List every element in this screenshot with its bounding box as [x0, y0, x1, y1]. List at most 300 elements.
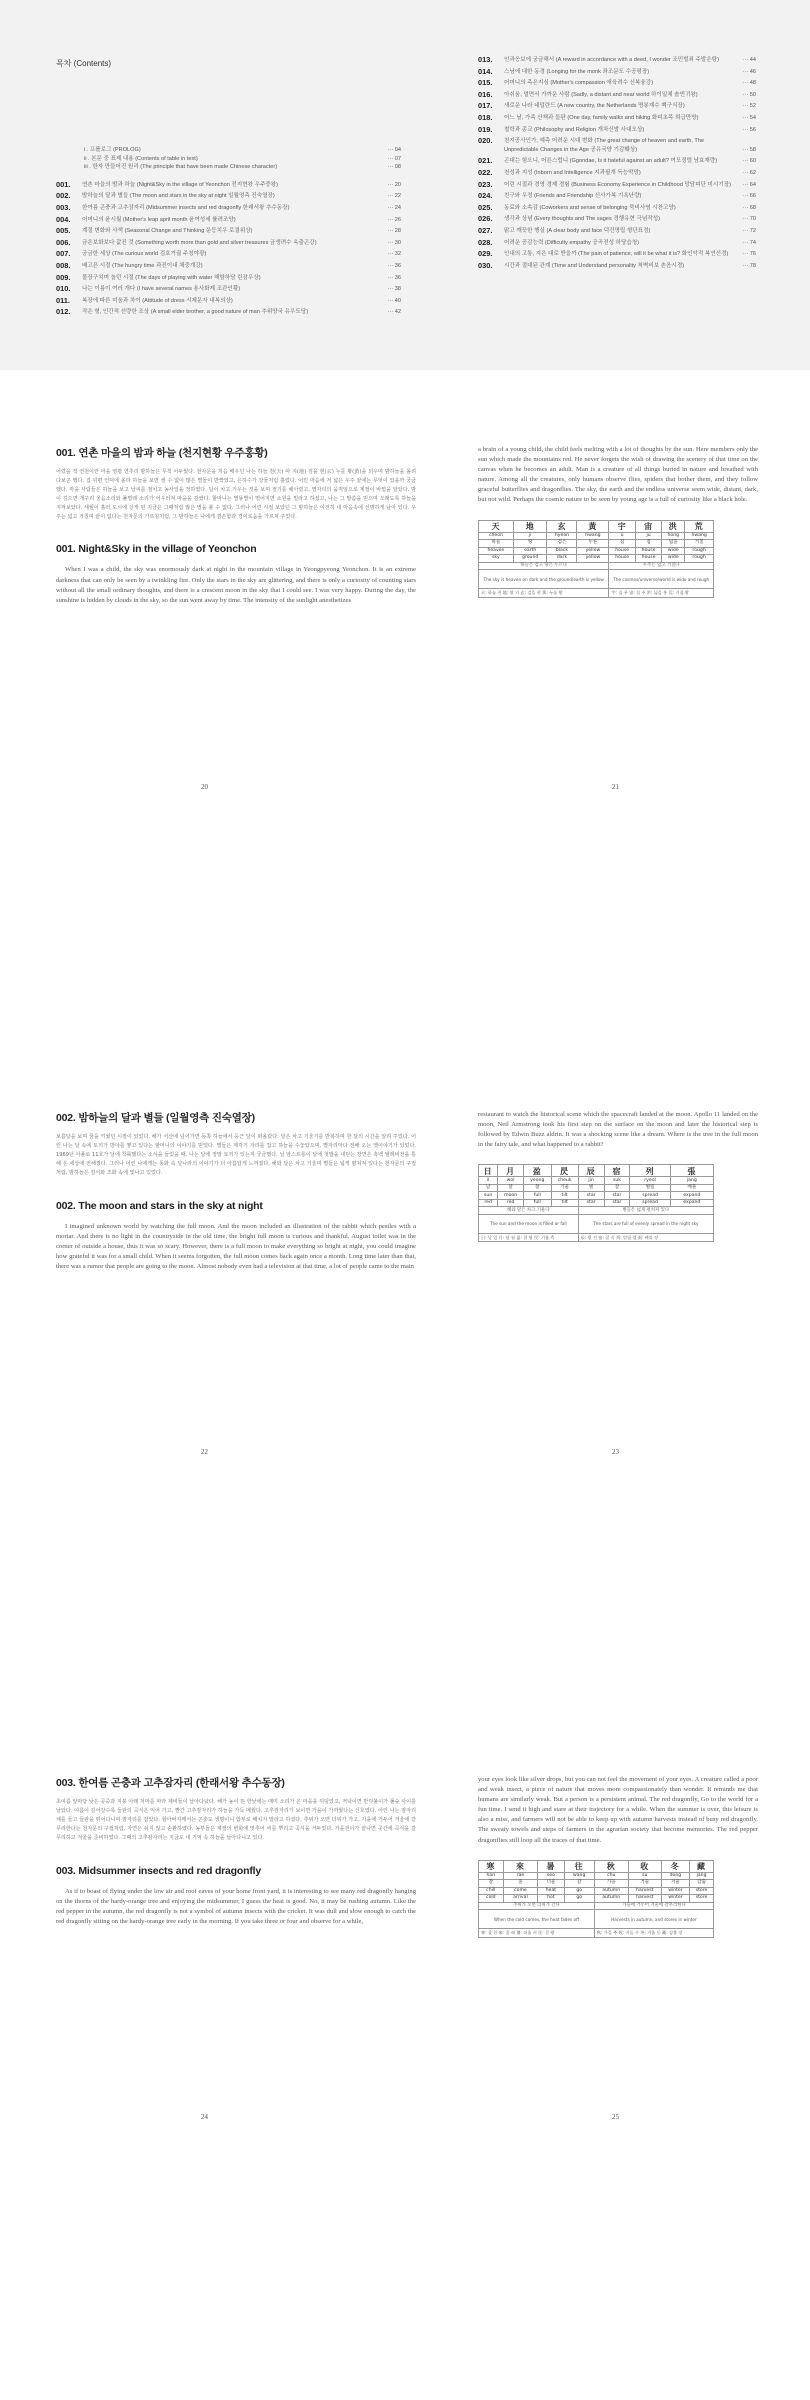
- hanja-character: 昃: [551, 1165, 578, 1177]
- toc-entry-number: 024.: [478, 191, 493, 201]
- hanja-cell: cheuk: [551, 1177, 578, 1185]
- hanja-phrase-cell: 별들은 넓게 펼쳐져 있다: [578, 1207, 713, 1215]
- hanja-phrase-cell: 天: 하늘 천 地: 땅 지 玄: 검을 현 黃: 누를 황: [479, 589, 609, 598]
- hanja-table-row: [479, 1214, 714, 1233]
- hanja-table-row: [479, 1184, 714, 1192]
- hanja-phrase-cell: 寒: 찰 한 來: 올 래 暑: 더울 서 往: 갈 왕: [479, 1929, 595, 1938]
- toc-entry[interactable]: [478, 227, 756, 236]
- toc-entry[interactable]: [478, 250, 756, 259]
- toc-entry-number: 021.: [478, 156, 493, 166]
- toc-entry-title: 복장에 따른 미움과 차이 (Attitude of dress 시제문자 내복의상): [82, 297, 233, 304]
- hanja-table-row: [479, 1860, 714, 1872]
- english-body-text: When I was a child, the sky was enormously dark at night in the mountain village in Yeongpyeong Yeonchon. It is an extreme darkness that can only be seen by a twinkling fire. Only the stars in the sky are glittering, and there is only a curiosity of counting stars without all the small ordinary thoughts, and there is a crescent moon in the sky that I could see. I was very happy. During the day, the sunshine is hidden by clouds in the sky, so the sun went away by time. The intensity of the sunlight anesthetizes: [56, 566, 416, 604]
- hanja-table-row: [479, 1910, 714, 1929]
- toc-entry-number: 027.: [478, 225, 493, 235]
- toc-entry-title: 동료와 소속감 (Coworkers and sense of belonging 묵비사염 시찬고양): [504, 204, 676, 211]
- hanja-phrase-cell: 하늘은 검고 땅은 누르다: [479, 562, 609, 570]
- hanja-cell: seo: [538, 1872, 564, 1880]
- hanja-table-row: [479, 532, 714, 540]
- hanja-cell: yellow: [577, 555, 609, 563]
- toc-entry[interactable]: [56, 192, 401, 201]
- hanja-character: 宙: [635, 520, 661, 532]
- hanja-table-row: [479, 1902, 714, 1910]
- toc-entry-page: ··· 38: [387, 286, 401, 293]
- hanja-phrase-cell: 日: 날 일 月: 달 월 盈: 찰 영 昃: 기울 측: [479, 1233, 579, 1242]
- toc-entry[interactable]: [56, 262, 401, 271]
- hanja-character: 天: [479, 520, 514, 532]
- hanja-table-row: [479, 1233, 714, 1242]
- toc-entry-page: ··· 26: [387, 216, 401, 223]
- hanja-phrase-cell: 辰: 별 진 宿: 잘 숙 列: 벌릴 렬 張: 베풀 장: [578, 1233, 713, 1242]
- hanja-cell: 올: [503, 1880, 538, 1888]
- korean-body-text: 초여름 앞마당 낮은 공중과 지붕 아래 처마를 따라 제비들이 날아다녔다. 해가 높이 뜬 한낮에는 매미 소리가 온 마을을 뒤덮었고, 저녁이면 반딧불이가 풀숲 사이를 날았다. 여름이 깊어갈수록 들판의 곡식은 익어 가고, 빨간 고추잠자리가 하늘을 가득 메웠다. 고추잠자리가 보이면 가을이 가까웠다는 신호였다. 어린 나는 잠자리채를 들고 들판을 뛰어다니며 잠자리를 잡았다. 할아버지께서는 곤충도 생명이니 함부로 해치지 말라고 하셨다. 추위가 오면 더위가 가고, 가을에 거두어 겨울에 갈무리한다는 천자문의 구절처럼, 자연은 쉬지 않고 순환하였다. 농부들은 계절의 변화에 맞추어 씨를 뿌리고 곡식을 거두었다. 가을걷이가 끝나면 곳간에 곡식을 갈무리하고 겨울을 준비하였다. 그때의 고추잠자리는 지금도 내 기억 속 하늘을 날아다니고 있다.: [56, 1799, 416, 1841]
- toc-entry-number: 018.: [478, 112, 493, 122]
- hanja-phrase-cell: 추위가 오면 더위가 간다: [479, 1902, 595, 1910]
- hanja-cell: full: [523, 1192, 551, 1200]
- toc-entry-title: 아쉬움, 멀면서 가까운 사람 (Sadly, a distant and near world 하이일체 솔빈귀왕): [504, 91, 698, 98]
- hanja-cell: 날: [479, 1184, 498, 1192]
- toc-right-column: [478, 56, 756, 273]
- hanja-cell: tilt: [551, 1192, 578, 1200]
- english-body-text-continued: your eyes look like silver drops, but you can not feel the movement of your eyes. A creature called a poor and weak insect, a piece of nature that moves more compassionately than wonder. It reminds me that humans are similarly weak. But a person is a persistent animal. The red dragonfly, Go to the world for a fun time. I send it high and stare at their trajectory for a while. When the summer is over, this leisure is also a miss, and farmers will not be able to keep up with autumn harvests instead of busy red dragonfly. The sweaty towels and steps of farmers in the agrarian society that become memories. The red pepper dragonflies still loop all the traces of that time.: [478, 1776, 758, 1844]
- hanja-cell: winter: [661, 1887, 689, 1895]
- hanja-phrase-cell: 가을에 거두어 겨울에 갈무리한다: [594, 1902, 713, 1910]
- hanja-cell: ground: [513, 555, 547, 563]
- toc-entry[interactable]: [478, 126, 756, 135]
- hanja-cell: jin: [578, 1177, 604, 1185]
- toc-entry-page: ··· 24: [387, 204, 401, 211]
- toc-entry-title: 인과응보에 궁금해서 (A reward in accordance with a deed, I wonder 조민벌죄 주발은탕): [504, 57, 719, 63]
- hanja-cell: su: [628, 1872, 661, 1880]
- toc-entry[interactable]: [478, 215, 756, 224]
- toc-entry-title: 나는 이름이 여러 개다 (I have several names 용사화제 조관인황): [82, 286, 241, 293]
- toc-entry-number: 026.: [478, 214, 493, 224]
- hanja-cell: dong: [661, 1872, 689, 1880]
- hanja-cell: arrival: [503, 1895, 538, 1903]
- hanja-cell: store: [690, 1895, 714, 1903]
- toc-entry-number: 019.: [478, 124, 493, 134]
- hanja-table-row: [479, 547, 714, 555]
- toc-entry[interactable]: [478, 91, 756, 100]
- toc-entry[interactable]: [56, 239, 401, 248]
- hanja-cell: 달: [498, 1184, 524, 1192]
- page-spread: [0, 445, 810, 1005]
- toc-entry[interactable]: [478, 239, 756, 248]
- toc-entry[interactable]: [478, 181, 756, 190]
- page-number-right: 25: [612, 2113, 619, 2121]
- hanja-table: [478, 1164, 714, 1242]
- toc-entry[interactable]: [478, 68, 756, 77]
- hanja-cell: rae: [503, 1872, 538, 1880]
- right-page: [478, 1775, 758, 1938]
- hanja-cell: u: [609, 532, 635, 540]
- hanja-cell: heaven: [479, 547, 514, 555]
- hanja-cell: 기울: [551, 1184, 578, 1192]
- toc-entry-title: 시간과 절대된 관계 (Time and Understand personality 척벽비보 촌음시경): [504, 262, 685, 269]
- hanja-cell: han: [479, 1872, 504, 1880]
- toc-entry[interactable]: [478, 137, 756, 154]
- hanja-cell: expand: [670, 1199, 713, 1207]
- hanja-character: 宇: [609, 520, 635, 532]
- hanja-cell: black: [547, 547, 577, 555]
- hanja-cell: go: [564, 1895, 594, 1903]
- toc-entry-title: 친구와 우정 (Friends and Friendship 신사가복 기욕난량): [504, 193, 642, 200]
- toc-entry-title: 어머니의 측은지심 (Mother's compassion 애육려수 신복융강): [504, 80, 654, 87]
- hanja-cell: jang: [670, 1177, 713, 1185]
- hanja-cell: 하늘: [479, 540, 514, 548]
- toc-entry-page: ··· 70: [742, 216, 756, 223]
- hanja-cell: ji: [513, 532, 547, 540]
- hanja-table: [478, 1860, 714, 1938]
- hanja-cell: 갈: [564, 1880, 594, 1888]
- toc-entry-page: ··· 68: [742, 204, 756, 211]
- hanja-cell: sun: [479, 1192, 498, 1200]
- toc-entry-page: ··· 54: [742, 114, 756, 121]
- hanja-character: 辰: [578, 1165, 604, 1177]
- hanja-cell: winter: [661, 1895, 689, 1903]
- toc-entry-title: 곤대는 험오니, 어른스럽니 (Ggondae, Is it hateful against an adult? 여모정렬 남효재량): [504, 158, 718, 165]
- toc-entry-page: ··· 46: [742, 68, 756, 75]
- left-page: [56, 1110, 416, 1272]
- hanja-table-row: [479, 1880, 714, 1888]
- toc-entry[interactable]: [56, 227, 401, 236]
- english-section-title: 003. Midsummer insects and red dragonfly: [56, 1864, 261, 1877]
- page-spread: [0, 1775, 810, 2335]
- hanja-cell: autumn: [594, 1887, 628, 1895]
- toc-entry[interactable]: [478, 204, 756, 213]
- right-page: [478, 1110, 758, 1242]
- hanja-cell: yellow: [577, 547, 609, 555]
- toc-front-matter: [84, 146, 401, 172]
- hanja-cell: 누른: [577, 540, 609, 548]
- toc-entry-page: ··· 56: [742, 126, 756, 133]
- toc-front-item[interactable]: iii . 한자 만들어진 원리 (The principle that have been made Chinese character) ··· 08: [84, 164, 401, 171]
- toc-entry-number: 016.: [478, 89, 493, 99]
- hanja-cell: spread: [630, 1192, 670, 1200]
- toc-entry[interactable]: [56, 216, 401, 225]
- hanja-table-row: [479, 1872, 714, 1880]
- toc-entry[interactable]: [478, 262, 756, 271]
- hanja-cell: star: [604, 1192, 630, 1200]
- toc-entry[interactable]: [56, 250, 401, 259]
- toc-front-item[interactable]: ii . 본문 중 표제 내용 (Contents of table in text) ··· 07: [84, 155, 401, 162]
- hanja-phrase-cell: 해와 달은 차고 기운다: [479, 1207, 579, 1215]
- toc-entry[interactable]: [56, 285, 401, 294]
- hanja-cell: 더울: [538, 1880, 564, 1888]
- toc-entry-number: 004.: [56, 214, 71, 224]
- page-number-right: 21: [612, 783, 619, 791]
- hanja-cell: wide: [662, 547, 685, 555]
- hanja-table-row: [479, 540, 714, 548]
- hanja-cell: rough: [685, 555, 714, 563]
- hanja-cell: cold: [479, 1895, 504, 1903]
- hanja-table-row: [479, 1207, 714, 1215]
- hanja-cell: 찰: [523, 1184, 551, 1192]
- toc-entry-title: 배고픈 시절 (The hungry time 과진이내 채중개강): [82, 262, 203, 269]
- hanja-cell: harvest: [628, 1887, 661, 1895]
- hanja-cell: hwang: [685, 532, 714, 540]
- toc-entry-page: ··· 36: [387, 262, 401, 269]
- hanja-phrase-cell: The cosmos/universe/world is wide and rough: [609, 570, 714, 589]
- toc-entry-title: 인내의 고통, 지은 대로 받을까 (The pain of patience, will it be what it is? 화인악적 복연선경): [504, 251, 729, 258]
- hanja-cell: house: [635, 547, 661, 555]
- toc-entry-number: 013.: [478, 55, 493, 64]
- hanja-cell: wol: [498, 1177, 524, 1185]
- toc-entry-title: 어느 날, 가족 산책과 들판 (One day, family walks and hiking 화피초목 뢰급만방): [504, 114, 699, 121]
- toc-entry-page: ··· 58: [742, 146, 756, 153]
- hanja-cell: come: [503, 1887, 538, 1895]
- english-body-text: As if to boast of flying under the low air and roof eaves of your home front yard, it is interesting to see many red dragonfly hanging on the thorns of the hardy-orange tree and enjoying the midsummer, I guess the heat is good. No, it may be rushing autumn. Like the red pepper in the autumn, the red dragonfly is not a symbol of autumn insects with the cricket. It was dull and slow enough to catch the red dragonfly sitting on the hardy-orange tree early in the morning. If you take three or four and observe for a while,: [56, 1887, 416, 1925]
- hanja-cell: yeong: [523, 1177, 551, 1185]
- hanja-cell: heat: [538, 1887, 564, 1895]
- toc-entry-title: 계절 변화와 사색 (Seasonal Change and Thinking 운등치우 로결위상): [82, 228, 253, 235]
- toc-entry[interactable]: [478, 157, 756, 166]
- toc-entry-number: 006.: [56, 237, 71, 247]
- toc-entry-number: 012.: [56, 307, 71, 317]
- hanja-phrase-cell: The sun and the moon is filled or fall: [479, 1214, 579, 1233]
- hanja-cell: 별: [578, 1184, 604, 1192]
- hanja-character: 黃: [577, 520, 609, 532]
- page-spread: [0, 1110, 810, 1670]
- hanja-cell: hyeon: [547, 532, 577, 540]
- hanja-character: 來: [503, 1860, 538, 1872]
- hanja-cell: chu: [594, 1872, 628, 1880]
- toc-entry-number: 029.: [478, 249, 493, 259]
- toc-entry[interactable]: [56, 181, 401, 190]
- hanja-cell: 겨울: [661, 1880, 689, 1888]
- hanja-table-row: [479, 555, 714, 563]
- korean-body-text: 어렸을 적 연천이란 마을 영평 연추리 밤하늘은 무척 어두웠다. 천자문을 처음 배우던 나는 하늘 천(天) 따 지(地) 검을 현(玄) 누를 황(黃)을 외우며 밤하늘을 올려다보곤 했다. 집 뒤편 언덕에 올라 하늘을 보면 셀 수 없이 많은 별들이 반짝였고, 은하수가 강물처럼 흘렀다. 어린 마음에 저 넓은 우주 끝에는 무엇이 있을까 궁금했다. 마을 사람들은 하늘을 보고 날씨를 점치고 농사일을 정하였다. 달이 차고 기우는 것을 보며 절기를 헤아렸고, 별자리의 움직임으로 계절이 바뀜을 알았다. 밤이 깊으면 개구리 울음소리와 풀벌레 소리가 어우러져 마을을 감쌌다. 할머니는 별똥별이 떨어지면 소원을 빌라고 하셨고, 나는 그 말씀을 믿으며 오래도록 하늘을 지켜보았다. 세월이 흘러 도시에 살게 된 지금은 그때처럼 많은 별을 볼 수 없다. 그러나 어린 시절 보았던 그 밤하늘은 여전히 내 마음속에 선명하게 남아 있다. 우주는 넓고 거칠며 끝이 없다는 천자문의 가르침처럼, 그 밤하늘은 나에게 겸손함과 경이로움을 가르쳐 주었다.: [56, 469, 416, 520]
- english-body-text: I imagined unknown world by watching the full moon. And the moon included an illustration of the rabbit which pestles with a mortar. And there is no light in the countryside in the old time, the bright full moon is curious and thankful. August toilet was in the corner of outside a house, thus it was so scary. However, there is a full moon to make everything so bright at night, you could imagine how grateful it was for a small child. When it seems forgotten, the full moon comes back again once a month. Long time later than that, there was a rumor that people are going to the moon. Almost nobody even had a television at that time, a lot of people came to the main: [56, 1222, 416, 1270]
- toc-entry-number: 022.: [478, 167, 493, 177]
- toc-entry-number: 009.: [56, 272, 71, 282]
- toc-entry-page: ··· 20: [387, 181, 401, 188]
- page-number-left: 20: [201, 783, 208, 791]
- hanja-table-row: [479, 1887, 714, 1895]
- hanja-cell: hot: [538, 1895, 564, 1903]
- toc-entry-page: ··· 62: [742, 169, 756, 176]
- toc-entry-number: 011.: [56, 295, 70, 305]
- toc-entry-title: 물장구치며 놀던 시절 (The days of playing with water 해함하담 린잠우상): [82, 274, 261, 281]
- hanja-cell: house: [609, 547, 635, 555]
- hanja-phrase-cell: 秋: 가을 추 收: 거둘 수 冬: 겨울 동 藏: 감출 장: [594, 1929, 713, 1938]
- hanja-cell: 찰: [479, 1880, 504, 1888]
- toc-entry[interactable]: [56, 308, 401, 317]
- hanja-cell: 베풀: [670, 1184, 713, 1192]
- toc-entry-page: ··· 64: [742, 181, 756, 188]
- hanja-cell: 거칠: [685, 540, 714, 548]
- toc-entry-title: 어머니의 윤시월 (Mother's leap april month 윤여성세 률려조양): [82, 216, 236, 223]
- toc-entry-number: 001.: [56, 179, 71, 189]
- hanja-cell: chill: [479, 1887, 504, 1895]
- hanja-table-row: [479, 520, 714, 532]
- toc-right-list: [478, 56, 756, 270]
- toc-entry[interactable]: [478, 192, 756, 201]
- toc-entry-number: 002.: [56, 191, 71, 201]
- toc-entry[interactable]: [56, 297, 401, 306]
- hanja-cell: red: [479, 1199, 498, 1207]
- toc-entry-number: 025.: [478, 202, 493, 212]
- hanja-cell: red: [498, 1199, 524, 1207]
- right-page: [478, 445, 758, 598]
- page-number-left: 22: [201, 1448, 208, 1456]
- toc-entry-page: ··· 22: [387, 193, 401, 200]
- hanja-table-row: [479, 1192, 714, 1200]
- hanja-cell: 넓을: [662, 540, 685, 548]
- hanja-character: 玄: [547, 520, 577, 532]
- toc-entry-number: 003.: [56, 202, 71, 212]
- korean-section-title: 002. 밤하늘의 달과 별들 (일월영측 진숙열장): [56, 1112, 255, 1124]
- hanja-character: 秋: [594, 1860, 628, 1872]
- hanja-character: 盈: [523, 1165, 551, 1177]
- toc-entry-title: 어린 시절과 경영 경제 경험 (Business Economy Experience in Childhood 망담피단 미시기장): [504, 181, 732, 188]
- hanja-cell: full: [523, 1199, 551, 1207]
- hanja-character: 往: [564, 1860, 594, 1872]
- hanja-cell: suk: [604, 1177, 630, 1185]
- hanja-cell: 집: [609, 540, 635, 548]
- hanja-cell: earth: [513, 547, 547, 555]
- hanja-cell: cheon: [479, 532, 514, 540]
- hanja-character: 暑: [538, 1860, 564, 1872]
- hanja-table-row: [479, 1199, 714, 1207]
- toc-entry-title: 생각과 상념 (Every thoughts and The sages 경행유현 극념작성): [504, 216, 660, 223]
- hanja-cell: 잘: [604, 1184, 630, 1192]
- hanja-phrase-cell: The stars are full of evenly spread in the night sky: [578, 1214, 713, 1233]
- hanja-phrase-cell: Harvests in autumn, and stores in winter: [594, 1910, 713, 1929]
- toc-entry[interactable]: [478, 169, 756, 178]
- toc-entry-page: ··· 30: [387, 239, 401, 246]
- hanja-cell: house: [609, 555, 635, 563]
- toc-entry-number: 030.: [478, 260, 493, 270]
- korean-body-text: 보름달을 보며 꿈을 키웠던 시절이 있었다. 해가 서산에 넘어가면 동쪽 하늘에서 둥근 달이 떠올랐다. 달은 차고 기울기를 반복하며 한 달의 시간을 알려 주었다. 어린 나는 달 속에 토끼가 방아를 찧고 있다는 할머니의 이야기를 믿었다. 별들은 제각기 자리를 잡고 하늘을 수놓았으며, 별자리마다 전해 오는 옛이야기가 있었다. 1969년 아폴로 11호가 달에 착륙했다는 소식을 들었을 때, 나는 달에 정말 토끼가 있는지 궁금했다. 닐 암스트롱이 달에 첫발을 내딛는 장면은 흑백 텔레비전을 통해 온 세상에 전해졌다. 그러나 어린 나에게는 동화 속 달나라의 이야기가 더 아름답게 느껴졌다. 해와 달은 차고 기울며 별들은 넓게 펼쳐져 있다는 천자문의 구절처럼, 밤하늘은 질서와 조화 속에 빛나고 있었다.: [56, 1134, 416, 1176]
- toc-entry-page: ··· 60: [742, 158, 756, 165]
- toc-entry-page: ··· 44: [742, 57, 756, 63]
- hanja-phrase-cell: When the cold comes, the heat fades off: [479, 1910, 595, 1929]
- english-body-text-continued: a brain of a young child, the child feels melting with a lot of thoughts by the sun. Here members only the sun which made the mountains red. He never forgets the wish of drawing the scenery of that time on the canvas when he becomes an adult. Man is a creature of all things buried in nature and breathed with nature. Among all the creatures, only humans observe flies, spiders that bother them, and they follow graceful butterflies and dragonflies. The sky, the earth and the endless universe seem wide, distant, dark, but not wild. Perhaps the cosmic nature to be seen by young age is a full of curiosity like a black hole.: [478, 446, 758, 504]
- toc-entry-title: 밤하늘의 달과 별들 (The moon and stars in the sky at night 일월영측 진숙열장): [82, 193, 275, 200]
- hanja-cell: star: [604, 1199, 630, 1207]
- toc-front-item[interactable]: i . 프롤로그 (PROLOG) ··· 04: [84, 147, 401, 153]
- hanja-character: 藏: [690, 1860, 714, 1872]
- toc-entry-page: ··· 52: [742, 103, 756, 110]
- toc-entry-title: 금은보화보다 값진 것 (Something worth more than gold and silver treasures 금생려수 옥출곤강): [82, 239, 317, 246]
- hanja-table-row: [479, 562, 714, 570]
- hanja-cell: dark: [547, 555, 577, 563]
- hanja-cell: store: [690, 1887, 714, 1895]
- toc-entry-number: 023.: [478, 179, 493, 189]
- toc-entry-number: 005.: [56, 226, 71, 236]
- toc-entry-page: ··· 76: [742, 251, 756, 258]
- hanja-character: 寒: [479, 1860, 504, 1872]
- hanja-cell: hong: [662, 532, 685, 540]
- toc-entry[interactable]: [478, 56, 756, 65]
- toc-entry[interactable]: [478, 114, 756, 123]
- hanja-character: 冬: [661, 1860, 689, 1872]
- hanja-cell: 가을: [594, 1880, 628, 1888]
- toc-entry-title: 천지공사인가, 예측 어려운 시대 변화 (The great change of heaven and earth, The Unpredictable Changes in the Age 공유국양 기감훼상): [504, 138, 705, 153]
- hanja-cell: hwang: [577, 532, 609, 540]
- toc-entry-number: 010.: [56, 284, 71, 294]
- hanja-cell: sky: [479, 555, 514, 563]
- korean-section-title: 001. 연촌 마을의 밤과 하늘 (천지현황 우주홍황): [56, 447, 268, 459]
- toc-entry-title: 스님에 대한 동경 (Longing for the monk 좌조문도 수공평장): [504, 68, 650, 75]
- hanja-cell: wide: [662, 555, 685, 563]
- toc-entry-page: ··· 72: [742, 227, 756, 234]
- toc-entry-number: 017.: [478, 101, 493, 111]
- hanja-cell: 검은: [547, 540, 577, 548]
- toc-entry-title: 어려운 공감능력 (Difficulty empathy 공곡전성 허당습청): [504, 239, 640, 246]
- hanja-cell: 집: [635, 540, 661, 548]
- hanja-cell: house: [635, 555, 661, 563]
- hanja-cell: moon: [498, 1192, 524, 1200]
- toc-entry-title: 작은 형, 인간적 선량한 조상 (A small elder brother, a good nature of man 추위양국 유우도당): [82, 309, 309, 316]
- hanja-character: 列: [630, 1165, 670, 1177]
- hanja-cell: rough: [685, 547, 714, 555]
- english-section-title: 002. The moon and stars in the sky at night: [56, 1199, 263, 1212]
- english-body-text-continued: restaurant to watch the historical scene which the spacecraft landed at the moon. Apollo 11 landed on the moon, Neil Armstrong took his first step on the surface on the moon and later the historical step is followed by Edwin Buzz aldrin. It was a shocking scene like a dream. Where is the tree in the full moon in the fairy tale, and what happened to a rabbit?: [478, 1111, 758, 1149]
- hanja-cell: star: [578, 1192, 604, 1200]
- hanja-table-row: [479, 570, 714, 589]
- hanja-character: 地: [513, 520, 547, 532]
- hanja-table-row: [479, 1929, 714, 1938]
- left-page: [56, 445, 416, 606]
- toc-left-column: [56, 146, 401, 320]
- hanja-cell: go: [564, 1887, 594, 1895]
- toc-entry-page: ··· 50: [742, 91, 756, 98]
- toc-entry[interactable]: [478, 79, 756, 88]
- toc-entry-title: 새로운 나라 네덜란드 (A new country, the Netherlands 명봉재수 백구식장): [504, 103, 685, 110]
- toc-entry-number: 020.: [478, 136, 493, 146]
- hanja-phrase-cell: 宇: 집 우 宙: 집 주 洪: 넓을 홍 荒: 거칠 황: [609, 589, 714, 598]
- hanja-phrase-cell: 우주는 넓고 거칠다: [609, 562, 714, 570]
- toc-entry[interactable]: [56, 204, 401, 213]
- hanja-table-row: [479, 1177, 714, 1185]
- toc-entry-page: ··· 28: [387, 228, 401, 235]
- toc-entry-title: 천성과 지성 (Inborn and Intelligence 지과필개 득능막망): [504, 169, 641, 176]
- toc-entry-page: ··· 48: [742, 80, 756, 87]
- hanja-table: [478, 520, 714, 598]
- toc-entry-title: 연촌 마을의 밤과 하늘 (Night&Sky in the village of Yeonchon 전지현왕 우주중왕): [82, 181, 279, 188]
- left-page: [56, 1775, 416, 1927]
- hanja-cell: star: [578, 1199, 604, 1207]
- toc-entry-title: 철학과 종교 (Philosophy and Religion 개차신발 사대오상): [504, 126, 645, 133]
- hanja-cell: il: [479, 1177, 498, 1185]
- toc-entry[interactable]: [478, 102, 756, 111]
- toc-entry-title: 맑고 깨끗한 행실 (A clear body and face 덕건명립 형단표정): [504, 227, 651, 234]
- toc-entry-number: 028.: [478, 237, 493, 247]
- hanja-cell: ju: [635, 532, 661, 540]
- page-number-right: 23: [612, 1448, 619, 1456]
- toc-entry-page: ··· 36: [387, 274, 401, 281]
- toc-heading: 목차 (Contents): [56, 59, 112, 68]
- hanja-cell: wang: [564, 1872, 594, 1880]
- toc-entry-page: ··· 74: [742, 239, 756, 246]
- hanja-cell: 감출: [690, 1880, 714, 1888]
- hanja-character: 收: [628, 1860, 661, 1872]
- hanja-cell: autumn: [594, 1895, 628, 1903]
- hanja-character: 日: [479, 1165, 498, 1177]
- hanja-character: 宿: [604, 1165, 630, 1177]
- toc-entry-title: 궁금한 세상 (The curious world 검호거궐 주칭야광): [82, 251, 207, 258]
- page-number-left: 24: [201, 2113, 208, 2121]
- hanja-cell: tilt: [551, 1199, 578, 1207]
- toc-entry[interactable]: [56, 274, 401, 283]
- toc-entry-title: 한여름 곤충과 고추잠자리 (Midsummer insects and red dragonfly 한래서왕 추수동장): [82, 204, 290, 211]
- hanja-table-row: [479, 1895, 714, 1903]
- hanja-cell: 땅: [513, 540, 547, 548]
- hanja-phrase-cell: The sky is heaven on dark and the ground/earth is yellow: [479, 570, 609, 589]
- hanja-cell: jang: [690, 1872, 714, 1880]
